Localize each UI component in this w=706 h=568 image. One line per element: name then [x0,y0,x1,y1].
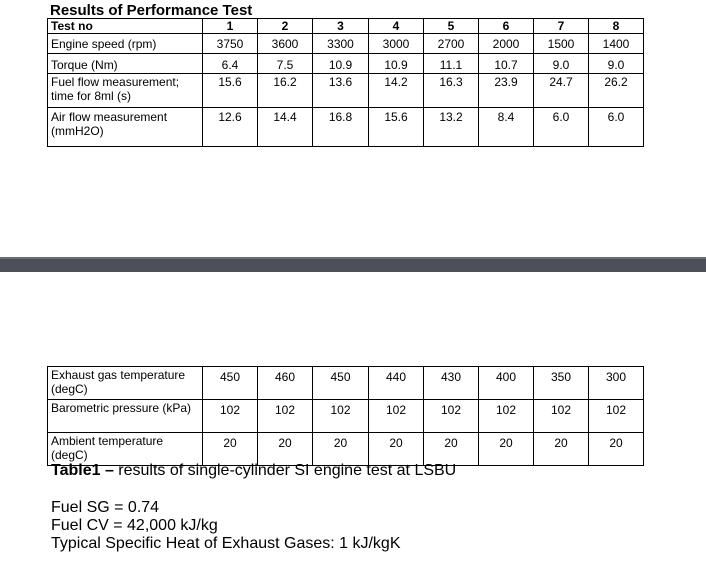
table-row [48,74,644,108]
table-cell: 20 [313,433,369,466]
table-cell: 20 [424,433,479,466]
performance-table-bottom [47,366,644,466]
table-row [48,34,644,54]
row-label: Air flow measurement (mmH2O) [48,108,203,147]
table-cell: 8.4 [479,108,534,147]
table-cell: 10.9 [369,54,424,74]
table-cell: 3300 [313,34,369,54]
table-cell: 2000 [479,34,534,54]
test-number: 6 [479,19,534,34]
test-number: 7 [534,19,589,34]
table-cell: 14.4 [258,108,313,147]
row-label: Exhaust gas temperature (degC) [48,367,203,400]
table-cell: 20 [589,433,644,466]
table-cell: 16.3 [424,74,479,108]
table-cell: 10.9 [313,54,369,74]
test-number: 8 [589,19,644,34]
table-cell: 460 [258,367,313,400]
table-cell: 450 [203,367,258,400]
test-number: 3 [313,19,369,34]
row-label: Ambient temperature (degC) [48,433,203,466]
caption-text: results of single-cylinder SI engine test at LSBU [113,462,457,479]
test-number: 5 [424,19,479,34]
table-cell: 13.6 [313,74,369,108]
table-cell: 6.0 [589,108,644,147]
table-cell: 102 [534,400,589,433]
table-cell: 6.4 [203,54,258,74]
caption-label: Table1 – [51,462,114,479]
table-cell: 102 [369,400,424,433]
table-cell: 350 [534,367,589,400]
table-cell: 102 [258,400,313,433]
row-label: Barometric pressure (kPa) [48,400,203,433]
table-cell: 102 [424,400,479,433]
table-cell: 102 [203,400,258,433]
page-title: Results of Performance Test [50,2,253,19]
table-cell: 450 [313,367,369,400]
row-label: Fuel flow measurement; time for 8ml (s) [48,74,203,108]
note-specific-heat: Typical Specific Heat of Exhaust Gases: 1 kJ/kgK [51,535,401,552]
table-cell: 26.2 [589,74,644,108]
table-cell: 14.2 [369,74,424,108]
table-cell: 9.0 [589,54,644,74]
note-fuel-cv: Fuel CV = 42,000 kJ/kg [51,517,218,534]
page-divider [0,257,706,272]
header-label: Test no [48,19,203,34]
table-row [48,367,644,400]
table-cell: 9.0 [534,54,589,74]
table-header-row [48,19,644,34]
table-cell: 102 [479,400,534,433]
table-row [48,54,644,74]
table-cell: 1500 [534,34,589,54]
table-cell: 7.5 [258,54,313,74]
table-cell: 20 [203,433,258,466]
table-cell: 20 [369,433,424,466]
test-number: 1 [203,19,258,34]
table-cell: 11.1 [424,54,479,74]
table-cell: 3750 [203,34,258,54]
table-cell: 1400 [589,34,644,54]
table-cell: 3600 [258,34,313,54]
performance-table-top [47,18,644,147]
table-cell: 23.9 [479,74,534,108]
row-label: Engine speed (rpm) [48,34,203,54]
table-cell: 10.7 [479,54,534,74]
table-cell: 3000 [369,34,424,54]
table-cell: 440 [369,367,424,400]
table-cell: 16.8 [313,108,369,147]
table-cell: 300 [589,367,644,400]
table-cell: 13.2 [424,108,479,147]
test-number: 2 [258,19,313,34]
table-row [48,400,644,433]
table-cell: 20 [258,433,313,466]
table-cell: 24.7 [534,74,589,108]
notes-block [51,499,401,553]
table-cell: 20 [534,433,589,466]
table-cell: 6.0 [534,108,589,147]
table-row [48,433,644,466]
table-cell: 2700 [424,34,479,54]
table-cell: 16.2 [258,74,313,108]
table-cell: 102 [589,400,644,433]
table-cell: 15.6 [203,74,258,108]
table-cell: 400 [479,367,534,400]
table-row [48,108,644,147]
note-fuel-sg: Fuel SG = 0.74 [51,499,160,516]
table-cell: 12.6 [203,108,258,147]
table-cell: 430 [424,367,479,400]
table-caption [51,462,456,480]
table-cell: 102 [313,400,369,433]
test-number: 4 [369,19,424,34]
table-cell: 15.6 [369,108,424,147]
row-label: Torque (Nm) [48,54,203,74]
table-cell: 20 [479,433,534,466]
